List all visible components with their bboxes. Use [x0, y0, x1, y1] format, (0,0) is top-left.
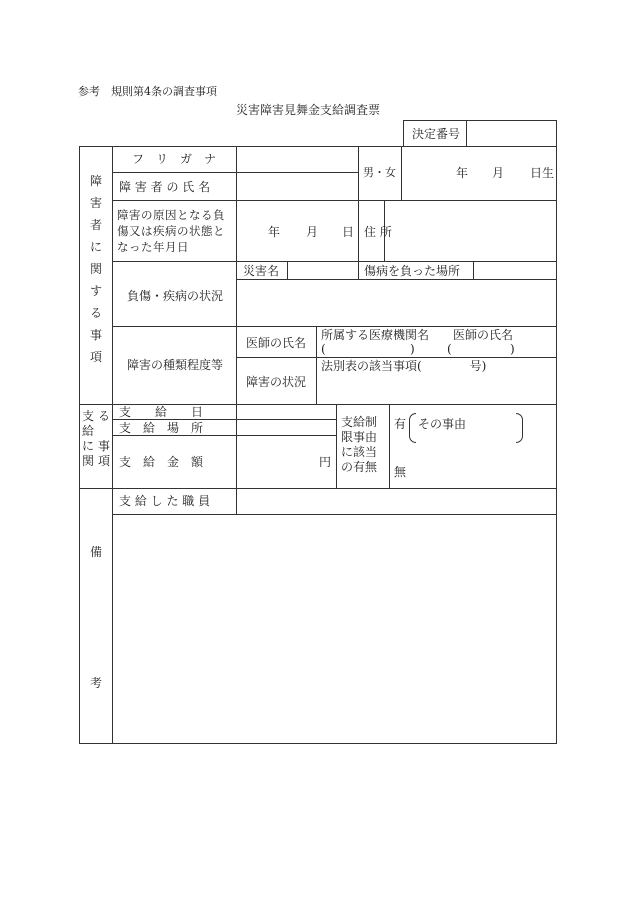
injury-condition-field[interactable]	[237, 280, 555, 325]
section-disabled-label: 障 害 者 に 関 す る 事 項	[89, 174, 102, 364]
cause-year: 年	[268, 225, 281, 239]
restriction-has-option[interactable]: 有	[394, 417, 407, 431]
pay-place-label: 支 給 場 所	[119, 421, 204, 435]
restriction-label: 支給制 限事由 に該当 の有無	[341, 415, 378, 474]
address-field[interactable]	[385, 201, 555, 260]
remarks-label-bottom: 考	[90, 676, 103, 690]
form-title: 災害障害見舞金支給調査票	[236, 103, 381, 117]
cause-month: 月	[306, 225, 319, 239]
pay-amount-label: 支 給 金 額	[119, 455, 204, 469]
paren-close-1: )	[410, 342, 415, 356]
disaster-name-field[interactable]	[288, 262, 357, 278]
decision-number-label: 決定番号	[412, 127, 461, 141]
disability-state-label: 障害の状況	[246, 375, 307, 389]
section-payment-label: 支 給 に 関 る 事 項	[81, 409, 111, 468]
name-field[interactable]	[237, 173, 357, 199]
decision-number-field[interactable]	[467, 121, 555, 145]
injury-place-field[interactable]	[474, 262, 555, 278]
disability-degree-label: 障害の種類程度等	[127, 358, 224, 372]
injury-condition-label: 負傷・疾病の状況	[127, 289, 224, 303]
remarks-label-top: 備	[90, 545, 103, 559]
address-label: 住 所	[364, 225, 392, 239]
birth-year: 年	[456, 166, 469, 180]
staff-field[interactable]	[237, 489, 555, 513]
paren-open-2: (	[447, 342, 452, 356]
paren-open-1: (	[321, 342, 326, 356]
staff-label: 支 給 し た 職 員	[119, 494, 211, 508]
injury-place-label: 傷病を負った場所	[364, 264, 461, 278]
other-reason-label: その事由	[418, 417, 467, 431]
pay-date-label: 支 給 日	[119, 405, 204, 419]
cause-day: 日	[342, 225, 355, 239]
remarks-field[interactable]	[113, 515, 555, 742]
disaster-name-label: 災害名	[243, 264, 280, 278]
furigana-label: フ リ ガ ナ	[132, 152, 217, 166]
doctor-name-label: 医師の氏名	[246, 336, 307, 350]
name-label: 障 害 者 の 氏 名	[119, 180, 211, 194]
cause-date-label: 障害の原因となる負傷又は疾病の状態となった年月日	[117, 208, 225, 254]
furigana-field[interactable]	[237, 147, 357, 171]
pay-amount-field[interactable]	[237, 436, 335, 487]
restriction-none-option[interactable]: 無	[394, 465, 407, 479]
yen-unit: 円	[319, 455, 332, 469]
right-brace	[516, 413, 523, 443]
sex-label: 男・女	[363, 166, 396, 179]
pay-place-field[interactable]	[237, 420, 335, 434]
pay-date-field[interactable]	[237, 405, 335, 418]
institution-label: 所属する医療機関名 医師の氏名	[321, 328, 514, 342]
birth-month: 月	[492, 166, 505, 180]
left-brace	[409, 413, 416, 443]
birth-day: 日生	[530, 166, 555, 180]
paren-close-2: )	[510, 342, 515, 356]
reference-note: 参考 規則第4条の調査事項	[78, 85, 217, 98]
appendix-item-label: 法別表の該当事項( 号)	[321, 359, 487, 373]
